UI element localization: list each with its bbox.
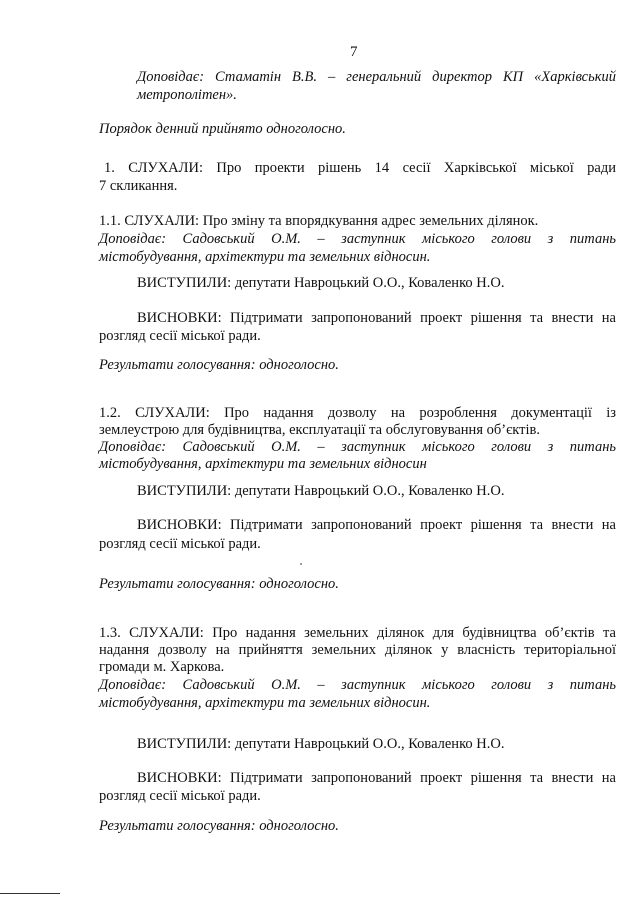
item1-3-conclusions-line-1: ВИСНОВКИ: Підтримати запропонований проект рішення та внести на — [137, 770, 616, 786]
item1-1-vote: Результати голосування: одноголосно. — [99, 357, 339, 373]
intro-reporter-line-2: метрополітен». — [137, 87, 237, 103]
item1-1-reporter-line-1: Доповідає: Садовський О.М. – заступник міського голови з питань — [99, 231, 616, 247]
intro-reporter-line-1: Доповідає: Стаматін В.В. – генеральний директор КП «Харківський — [137, 69, 616, 85]
item1-heard-line-1: 1. СЛУХАЛИ: Про проекти рішень 14 сесії Харківської міської ради — [104, 160, 616, 176]
footer-rule — [0, 893, 60, 894]
item1-2-conclusions-line-2: розгляд сесії міської ради. — [99, 536, 261, 552]
item1-2-conclusions-line-1: ВИСНОВКИ: Підтримати запропонований проект рішення та внести на — [137, 517, 616, 533]
item1-1-conclusions-line-2: розгляд сесії міської ради. — [99, 328, 261, 344]
item1-3-reporter-line-1: Доповідає: Садовський О.М. – заступник міського голови з питань — [99, 677, 616, 693]
scan-speck — [300, 563, 302, 565]
item1-3-spoke: ВИСТУПИЛИ: депутати Навроцький О.О., Коваленко Н.О. — [137, 736, 505, 752]
item1-3-reporter-line-2: містобудування, архітектури та земельних відносин. — [99, 695, 431, 711]
item1-3-conclusions-line-2: розгляд сесії міської ради. — [99, 788, 261, 804]
item1-1-spoke: ВИСТУПИЛИ: депутати Навроцький О.О., Коваленко Н.О. — [137, 275, 505, 291]
item1-2-heard-line-1: 1.2. СЛУХАЛИ: Про надання дозволу на розроблення документації із — [99, 405, 616, 421]
item1-3-heard-line-3: громади м. Харкова. — [99, 659, 225, 675]
item1-1-conclusions-line-1: ВИСНОВКИ: Підтримати запропонований проект рішення та внести на — [137, 310, 616, 326]
item1-1-reporter-line-2: містобудування, архітектури та земельних відносин. — [99, 249, 431, 265]
page-number: 7 — [350, 44, 358, 60]
item1-2-heard-line-2: землеустрою для будівництва, експлуатації та обслуговування об’єктів. — [99, 422, 540, 438]
item1-2-reporter-line-1: Доповідає: Садовський О.М. – заступник міського голови з питань — [99, 439, 616, 455]
item1-2-vote: Результати голосування: одноголосно. — [99, 576, 339, 592]
item1-heard-line-2: 7 скликання. — [99, 178, 178, 194]
agenda-approved: Порядок денний прийнято одноголосно. — [99, 121, 346, 137]
item1-2-reporter-line-2: містобудування, архітектури та земельних відносин — [99, 456, 427, 472]
item1-3-heard-line-2: надання дозволу на прийняття земельних ділянок у власність територіальної — [99, 642, 616, 658]
item1-1-heard: 1.1. СЛУХАЛИ: Про зміну та впорядкування адрес земельних ділянок. — [99, 213, 539, 229]
item1-3-vote: Результати голосування: одноголосно. — [99, 818, 339, 834]
item1-3-heard-line-1: 1.3. СЛУХАЛИ: Про надання земельних ділянок для будівництва об’єктів та — [99, 625, 616, 641]
item1-2-spoke: ВИСТУПИЛИ: депутати Навроцький О.О., Коваленко Н.О. — [137, 483, 505, 499]
